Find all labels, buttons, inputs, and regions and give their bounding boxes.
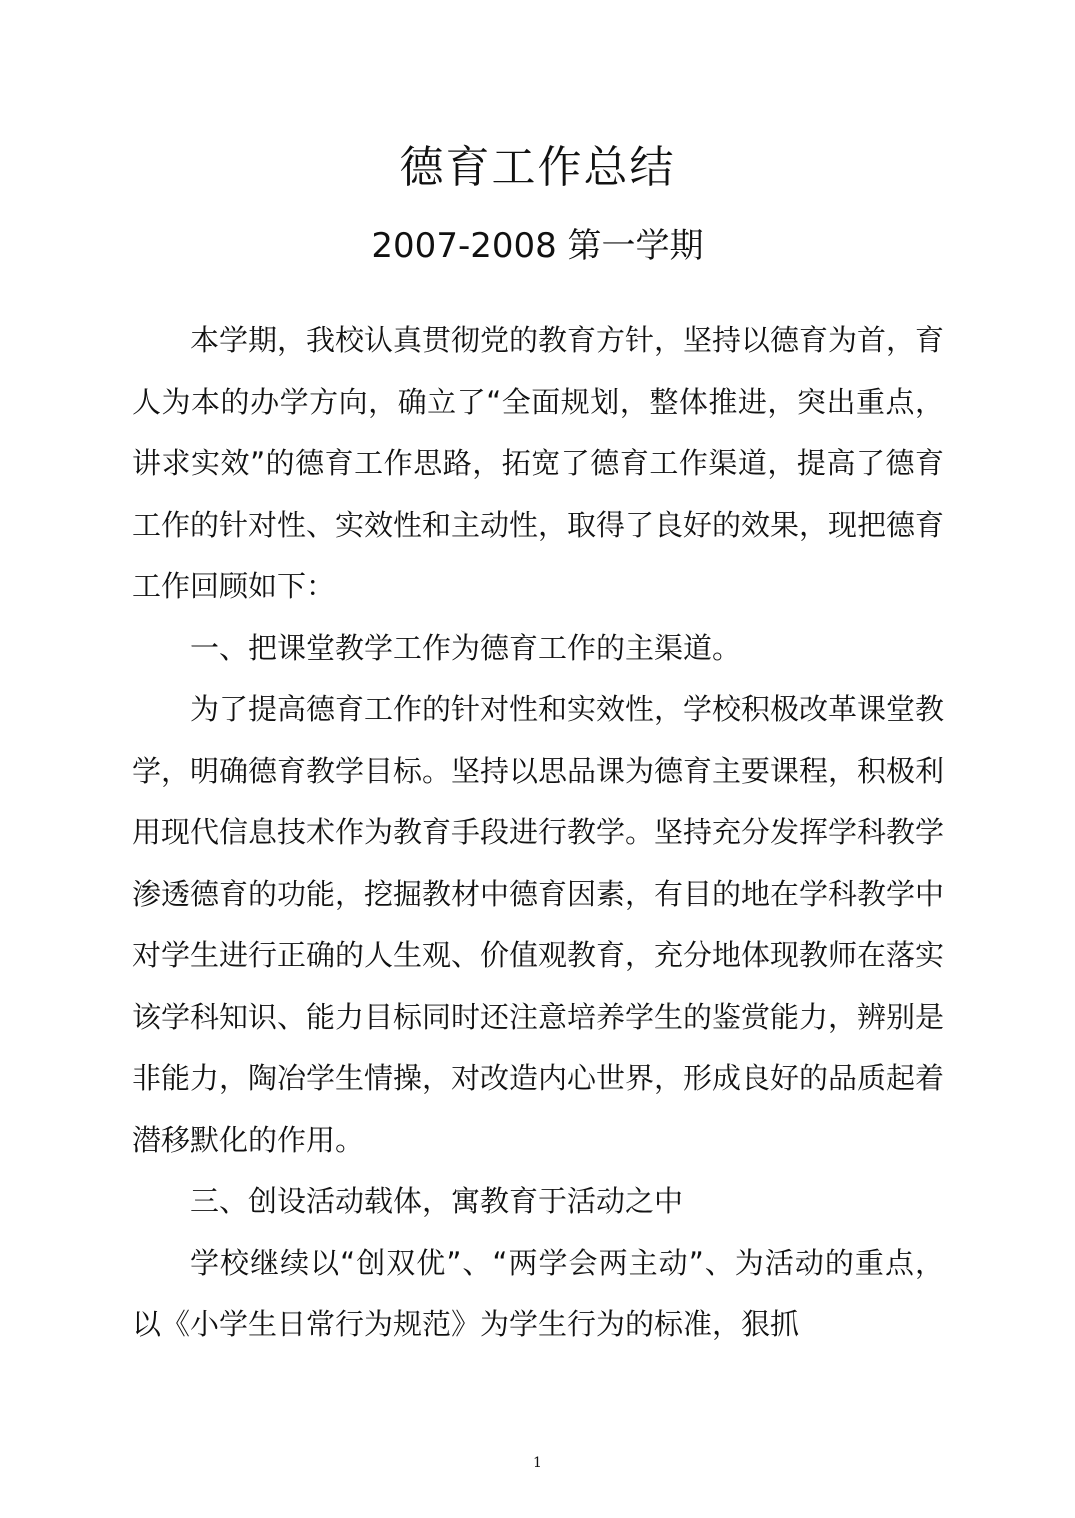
paragraph-activities: 学校继续以“创双优”、“两学会两主动”、为活动的重点，以《小学生日常行为规范》为学生行为的标准，狠抓 [132, 1245, 944, 1341]
document-body [132, 310, 944, 1356]
document-subtitle: 2007-2008 第一学期 [371, 226, 704, 266]
section-heading-1: 一、把课堂教学工作为德育工作的主渠道。 [190, 630, 742, 665]
page-number: 1 [533, 1455, 542, 1471]
paragraph-classroom: 为了提高德育工作的针对性和实效性，学校积极改革课堂教学，明确德育教学目标。坚持以思品课为德育主要课程，积极利用现代信息技术作为教育手段进行教学。坚持充分发挥学科教学渗透德育的功能，挖掘教材中德育因素，有目的地在学科教学中对学生进行正确的人生观、价值观教育，充分地体现教师在落实该学科知识、能力目标同时还注意培养学生的鉴赏能力，辨别是非能力，陶冶学生情操，对改造内心世界，形成良好的品质起着潜移默化的作用。 [132, 692, 945, 1157]
paragraph-intro: 本学期，我校认真贯彻党的教育方针，坚持以德育为首，育人为本的办学方向，确立了“全面规划，整体推进，突出重点，讲求实效”的德育工作思路，拓宽了德育工作渠道，提高了德育工作的针对性、实效性和主动性，取得了良好的效果，现把德育工作回顾如下： [132, 323, 945, 603]
document-title: 德育工作总结 [399, 142, 676, 193]
section-heading-3: 三、创设活动载体，寓教育于活动之中 [190, 1184, 684, 1218]
